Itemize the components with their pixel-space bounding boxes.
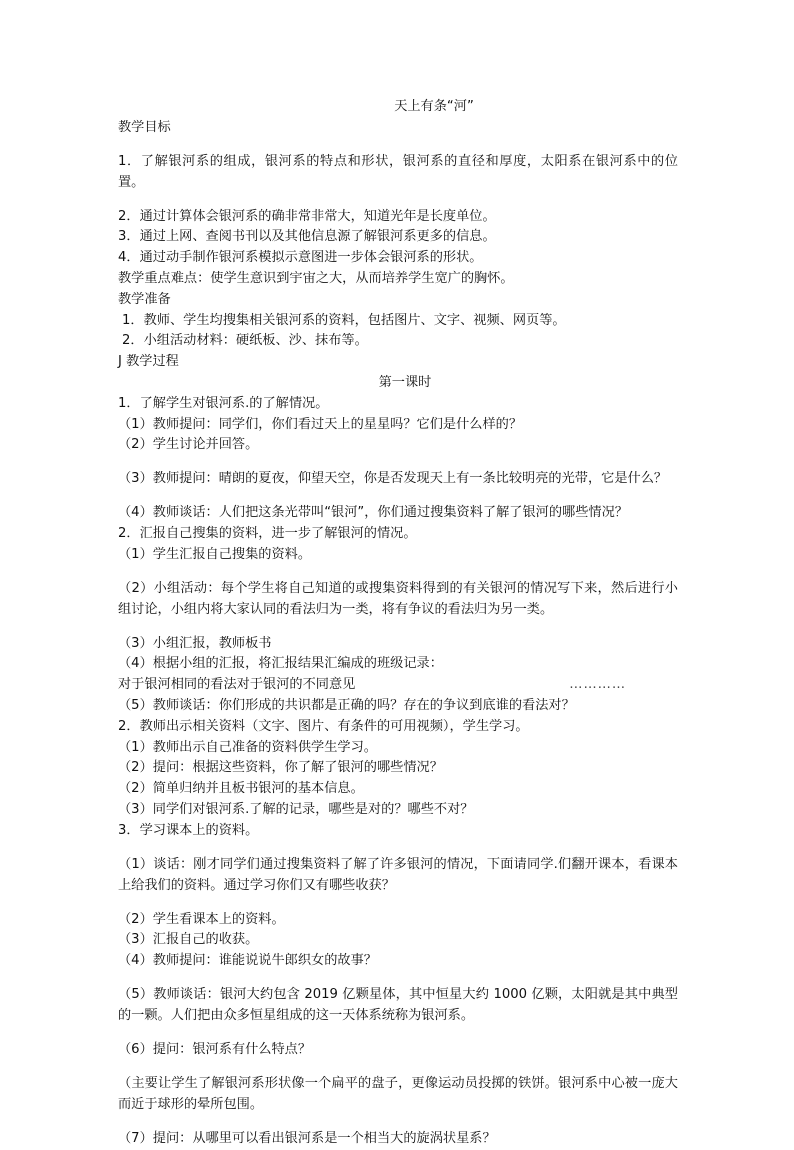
step-item: （4）教师提问：谁能说说牛郎织女的故事？	[118, 953, 377, 969]
step-item: （1）教师提问：同学们，你们看过天上的星星吗？它们是什么样的？	[118, 416, 523, 432]
lesson-title: 第一课时	[378, 374, 432, 390]
step-item: （3）小组汇报，教师板书	[118, 635, 272, 651]
step-item: （2）学生看课本上的资料。	[118, 911, 285, 927]
document-title: 天上有条“河”	[394, 99, 474, 114]
step-item: （1）谈话：刚才同学们通过搜集资料了解了许多银河的情况，下面请同学.们翻开课本，看课本上给我们的资料。通过学习你们又有哪些收获？	[118, 856, 678, 893]
record-columns: 对于银河相同的看法对于银河的不同意见	[118, 677, 356, 693]
key-points: 教学重点难点：使学生意识到宇宙之大，从而培养学生宽广的胸怀。	[118, 270, 514, 286]
process-heading: J 教学过程	[118, 354, 179, 370]
step-item: 3．学习课本上的资料。	[118, 822, 259, 838]
step-item: （6）提问：银河系有什么特点？	[118, 1041, 312, 1057]
step-item: （主要让学生了解银河系形状像一个扁平的盘子，更像运动员投掷的铁饼。银河系中心被一庞大而近于球形的晕所包围。	[118, 1075, 678, 1112]
objective-item: 2．通过计算体会银河系的确非常非常大，知道光年是长度单位。	[118, 208, 496, 224]
step-item: 2．汇报自己搜集的资料，进一步了解银河的情况。	[118, 526, 417, 542]
objective-item: 3．通过上网、查阅书刊以及其他信息源了解银河系更多的信息。	[118, 229, 496, 245]
step-item: （1）学生汇报自己搜集的资料。	[118, 546, 312, 562]
step-item: （5）教师谈话：你们形成的共识都是正确的吗？存在的争议到底谁的看法对？	[118, 698, 575, 714]
step-item: （7）提问：从哪里可以看出银河系是一个相当大的旋涡状星系？	[118, 1130, 496, 1146]
step-item: （4）根据小组的汇报，将汇报结果汇编成的班级记录：	[118, 656, 443, 672]
record-ellipsis: …………	[569, 677, 626, 693]
prep-item: 1．教师、学生均搜集相关银河系的资料，包括图片、文字、视频、网页等。	[122, 312, 566, 328]
prep-item: 2．小组活动材料：硬纸板、沙、抹布等。	[122, 333, 368, 349]
step-item: （2）提问：根据这些资料，你了解了银河的哪些情况？	[118, 760, 443, 776]
step-item: （2）小组活动：每个学生将自己知道的或搜集资料得到的有关银河的情况写下来，然后进行小组讨论，小组内将大家认同的看法归为一类，将有争议的看法归为另一类。	[118, 580, 678, 617]
step-item: （2）简单归纳并且板书银河的基本信息。	[118, 781, 364, 797]
objective-item: 1．了解银河系的组成，银河系的特点和形状，银河系的直径和厚度，太阳系在银河系中的位置。	[118, 153, 678, 190]
step-item: （2）学生讨论并回答。	[118, 437, 259, 453]
step-item: （3）汇报自己的收获。	[118, 932, 259, 948]
objective-item: 4．通过动手制作银河系模拟示意图进一步体会银河系的形状。	[118, 250, 483, 266]
step-item: （4）教师谈话：人们把这条光带叫“银河”，你们通过搜集资料了解了银河的哪些情况？	[118, 505, 628, 521]
step-item: 2．教师出示相关资料（文字、图片、有条件的可用视频），学生学习。	[118, 718, 529, 734]
step-item: （3）教师提问：晴朗的夏夜，仰望天空，你是否发现天上有一条比较明亮的光带，它是什么？	[118, 471, 668, 487]
step-item: （5）教师谈话：银河大约包含 2019 亿颗星体，其中恒星大约 1000 亿颗，太阳就是其中典型的一颗。人们把由众多恒星组成的这一天体系统称为银河系。	[118, 987, 678, 1023]
step-item: （1）教师出示自己准备的资料供学生学习。	[118, 739, 377, 755]
objectives-heading: 教学目标	[118, 119, 171, 135]
step-item: 1．了解学生对银河系.的了解情况。	[118, 395, 329, 411]
class-record-row	[118, 675, 678, 696]
document-body	[118, 97, 678, 1150]
prep-heading: 教学准备	[118, 291, 171, 307]
step-item: （3）同学们对银河系.了解的记录，哪些是对的？哪些不对？	[118, 802, 474, 818]
